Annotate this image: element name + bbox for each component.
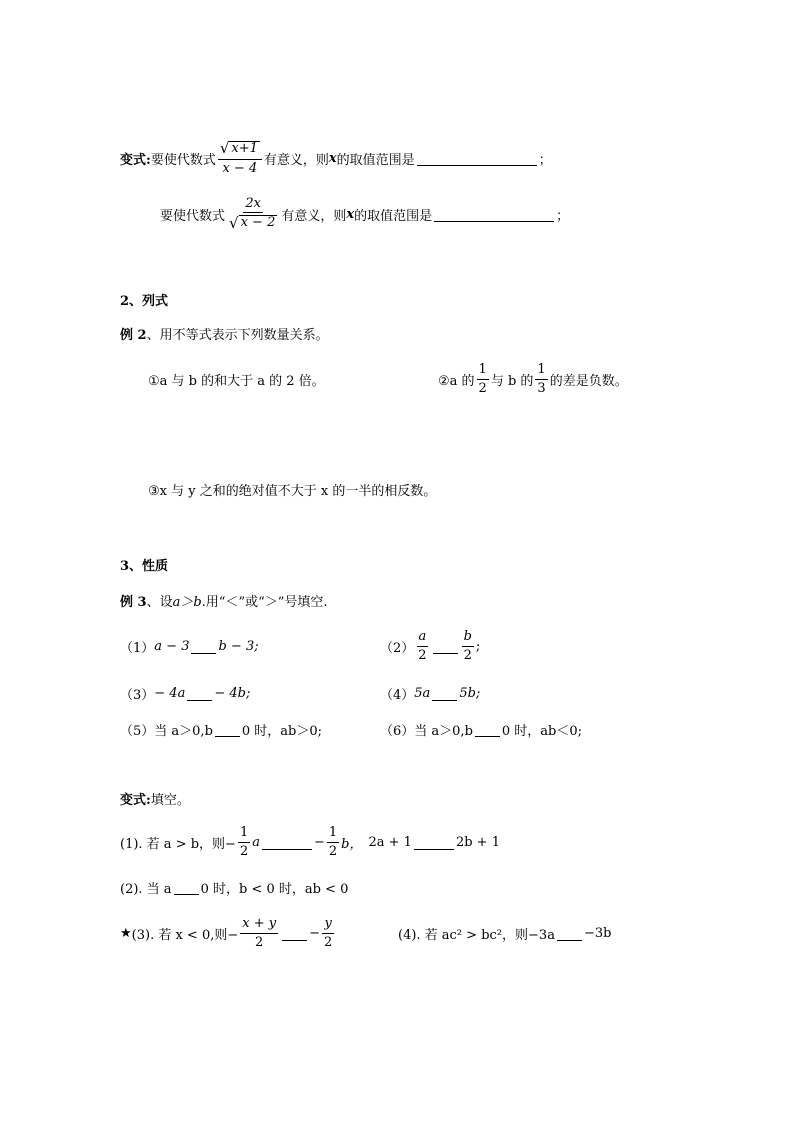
p2-text-a: (2). 当 a <box>120 881 172 897</box>
fraction-numerator: 2x <box>243 197 263 214</box>
q3-right: − 4b; <box>214 685 251 701</box>
variant2-p4 <box>398 913 611 953</box>
q3-label: （3） <box>120 687 155 703</box>
fraction-denominator: 3 <box>537 380 546 396</box>
section2-heading: 2、列式 <box>120 293 169 309</box>
q5 <box>120 709 322 749</box>
fraction-one-half <box>477 363 489 395</box>
p4-text-b: −3b <box>583 925 612 941</box>
answer-blank[interactable] <box>557 926 582 941</box>
example2-text: 、用不等式表示下列数量关系。 <box>146 327 329 343</box>
example3-expr: a＞b <box>172 594 202 610</box>
fraction-numerator: x+1 <box>231 140 258 156</box>
answer-blank[interactable] <box>187 686 212 701</box>
fraction-numerator: 1 <box>535 363 547 380</box>
fraction-b-over-2 <box>462 630 474 662</box>
q3-left: − 4a <box>154 685 186 701</box>
p3-minus: − <box>309 925 321 941</box>
fraction-numerator: x + y <box>240 917 278 934</box>
fraction-sqrt-x-plus-1-over-x-minus-4: √ x+1 x − 4 <box>218 141 262 176</box>
q5-left: 当 a＞0,b <box>154 723 213 739</box>
q5-right: 0 时，ab＞0; <box>241 723 323 739</box>
fraction-denominator: 2 <box>255 934 264 950</box>
q5-label: （5） <box>120 723 155 739</box>
p1-text-a: (1). 若 a > b，则− <box>120 836 236 852</box>
variant2-p3 <box>120 913 336 953</box>
q2 <box>380 626 480 666</box>
item2-text-c: 的差是负数。 <box>549 373 628 389</box>
fraction-y-over-2 <box>322 917 334 949</box>
q4-label: （4） <box>380 687 415 703</box>
fraction-numerator: 1 <box>477 363 489 380</box>
variant1-line2 <box>160 194 569 234</box>
semicolon: ； <box>556 208 570 224</box>
fraction-one-half <box>238 826 250 858</box>
answer-blank[interactable] <box>282 926 307 941</box>
variant1-line1 <box>120 138 552 178</box>
p4-text-a: (4). 若 ac² > bc²，则−3a <box>398 927 555 943</box>
q4-right: 5b; <box>459 685 481 701</box>
fraction-x-plus-y-over-2 <box>240 917 278 949</box>
fraction-numerator: y <box>322 917 333 934</box>
p1-text-d: 2b + 1 <box>455 834 500 850</box>
example2 <box>120 313 329 353</box>
p1-text-c: 2a + 1 <box>368 834 412 850</box>
variant2-p2 <box>120 867 348 907</box>
variant1-line2-suffix: 有意义，则 <box>281 208 347 224</box>
p2-text-b: 0 时，b < 0 时，ab < 0 <box>200 881 349 897</box>
answer-blank[interactable] <box>433 639 458 654</box>
q6-left: 当 a＞0,b <box>414 723 473 739</box>
fraction-numerator: a <box>417 630 429 647</box>
q3 <box>120 673 250 713</box>
example3-label: 例 3 <box>120 594 147 610</box>
q4-left: 5a <box>414 685 431 701</box>
variable-x: x <box>346 206 355 222</box>
answer-blank[interactable] <box>262 835 312 850</box>
variable-x: x <box>328 150 337 166</box>
example3 <box>120 580 328 620</box>
fraction-2x-over-sqrt-x-minus-2: 2x √ x − 2 <box>229 195 276 232</box>
fraction-numerator: 1 <box>238 826 250 843</box>
answer-blank[interactable] <box>434 207 554 222</box>
q1-left: a − 3 <box>154 638 190 654</box>
item2-text-b: 与 b 的 <box>490 373 534 389</box>
section3-heading: 3、性质 <box>120 558 169 574</box>
q6-label: （6） <box>380 723 415 739</box>
q1-label: （1） <box>120 640 155 656</box>
fraction-one-half <box>327 826 339 858</box>
q6-right: 0 时，ab＜0; <box>501 723 583 739</box>
answer-blank[interactable] <box>191 639 216 654</box>
answer-blank[interactable] <box>174 880 199 895</box>
variant1-line1-suffix: 有意义，则 <box>263 152 329 168</box>
q4 <box>380 673 480 713</box>
q1 <box>120 626 259 666</box>
variant2-text: 填空。 <box>150 792 190 808</box>
fraction-numerator: b <box>462 630 474 647</box>
example2-item1: ①a 与 b 的和大于 a 的 2 倍。 <box>148 373 325 389</box>
answer-blank[interactable] <box>475 722 500 737</box>
fraction-a-over-2 <box>416 630 428 662</box>
variant2-p1 <box>120 822 500 862</box>
fraction-numerator: 1 <box>327 826 339 843</box>
variant2-label: 变式: <box>120 792 151 808</box>
fraction-denominator: 2 <box>418 647 427 663</box>
fraction-denominator: 2 <box>328 843 338 859</box>
example2-label: 例 2 <box>120 327 147 343</box>
q2-label: （2） <box>380 640 415 656</box>
fraction-denominator: x − 4 <box>222 160 258 176</box>
star-icon: ★ <box>120 925 132 941</box>
answer-blank[interactable] <box>432 686 457 701</box>
variant1-line2-prefix: 要使代数式 <box>160 208 226 224</box>
p1-text-b: b， <box>341 836 363 852</box>
range-text: 的取值范围是 <box>354 208 433 224</box>
example2-item3: ③x 与 y 之和的绝对值不大于 x 的一半的相反数。 <box>148 483 437 499</box>
example3-text-a: 、设 <box>146 594 173 610</box>
fraction-denominator: 2 <box>463 647 472 663</box>
fraction-denominator: 2 <box>478 380 487 396</box>
fraction-one-third <box>535 363 547 395</box>
fraction-denominator: 2 <box>324 934 333 950</box>
item2-text-a: ②a 的 <box>438 373 475 389</box>
p1-var: a <box>252 834 260 850</box>
p3-text-a: (3). 若 x < 0,则− <box>131 927 239 943</box>
variant1-label: 变式: <box>120 152 151 168</box>
q2-end: ; <box>475 638 481 654</box>
fraction-denominator: 2 <box>239 843 249 859</box>
example3-text-b: .用“＜”或“＞”号填空. <box>201 594 328 610</box>
q6 <box>380 709 582 749</box>
answer-blank[interactable] <box>215 722 240 737</box>
answer-blank[interactable] <box>414 835 454 850</box>
variant1-line1-prefix: 要使代数式 <box>150 152 216 168</box>
range-text: 的取值范围是 <box>336 152 415 168</box>
variant2 <box>120 778 190 818</box>
answer-blank[interactable] <box>417 151 537 166</box>
q1-right: b − 3; <box>218 638 259 654</box>
fraction-denominator: x − 2 <box>240 215 276 231</box>
semicolon: ； <box>538 152 552 168</box>
example2-item2 <box>438 359 628 399</box>
p1-minus: − <box>313 834 325 850</box>
